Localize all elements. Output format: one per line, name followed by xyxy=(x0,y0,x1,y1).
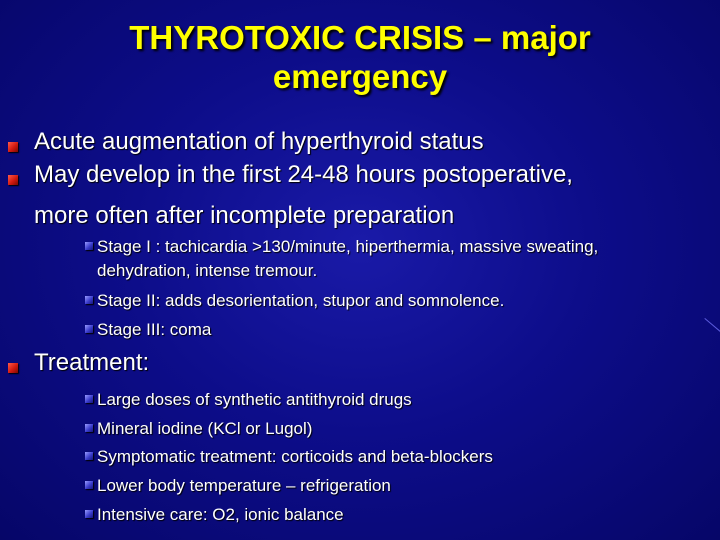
bullet-stage-1-line-2: dehydration, intense tremour. xyxy=(97,261,318,280)
blue-square-bullet-icon xyxy=(85,510,93,518)
bullet-stage-1-line-1: Stage I : tachicardia >130/minute, hiperthermia, massive sweating, xyxy=(97,237,599,256)
slide-title xyxy=(0,18,720,96)
blue-square-bullet-icon xyxy=(85,242,93,250)
bullet-treatment-4: Lower body temperature – refrigeration xyxy=(97,476,391,495)
bullet-treatment: Treatment: xyxy=(34,349,150,376)
bullet-treatment-3: Symptomatic treatment: corticoids and beta-blockers xyxy=(97,447,493,466)
blue-square-bullet-icon xyxy=(85,481,93,489)
bullet-treatment-1: Large doses of synthetic antithyroid drugs xyxy=(97,390,412,409)
bullet-stage-2: Stage II: adds desorientation, stupor and somnolence. xyxy=(97,291,505,310)
red-square-bullet-icon xyxy=(8,363,18,373)
bullet-treatment-2: Mineral iodine (KCl or Lugol) xyxy=(97,419,313,438)
blue-square-bullet-icon xyxy=(85,296,93,304)
blue-square-bullet-icon xyxy=(85,452,93,460)
bullet-acute-augmentation: Acute augmentation of hyperthyroid status xyxy=(34,128,484,155)
bullet-treatment-5: Intensive care: O2, ionic balance xyxy=(97,505,344,524)
red-square-bullet-icon xyxy=(8,142,18,152)
red-square-bullet-icon xyxy=(8,175,18,185)
blue-square-bullet-icon xyxy=(85,395,93,403)
bullet-stage-3: Stage III: coma xyxy=(97,320,212,339)
slide-title-line-1: THYROTOXIC CRISIS – major xyxy=(129,19,591,56)
slide-title-line-2: emergency xyxy=(272,58,448,95)
decorative-line xyxy=(704,318,720,334)
bullet-may-develop-line-1: May develop in the first 24-48 hours postoperative, xyxy=(34,161,573,188)
blue-square-bullet-icon xyxy=(85,424,93,432)
blue-square-bullet-icon xyxy=(85,325,93,333)
bullet-may-develop-line-2: more often after incomplete preparation xyxy=(34,202,455,229)
